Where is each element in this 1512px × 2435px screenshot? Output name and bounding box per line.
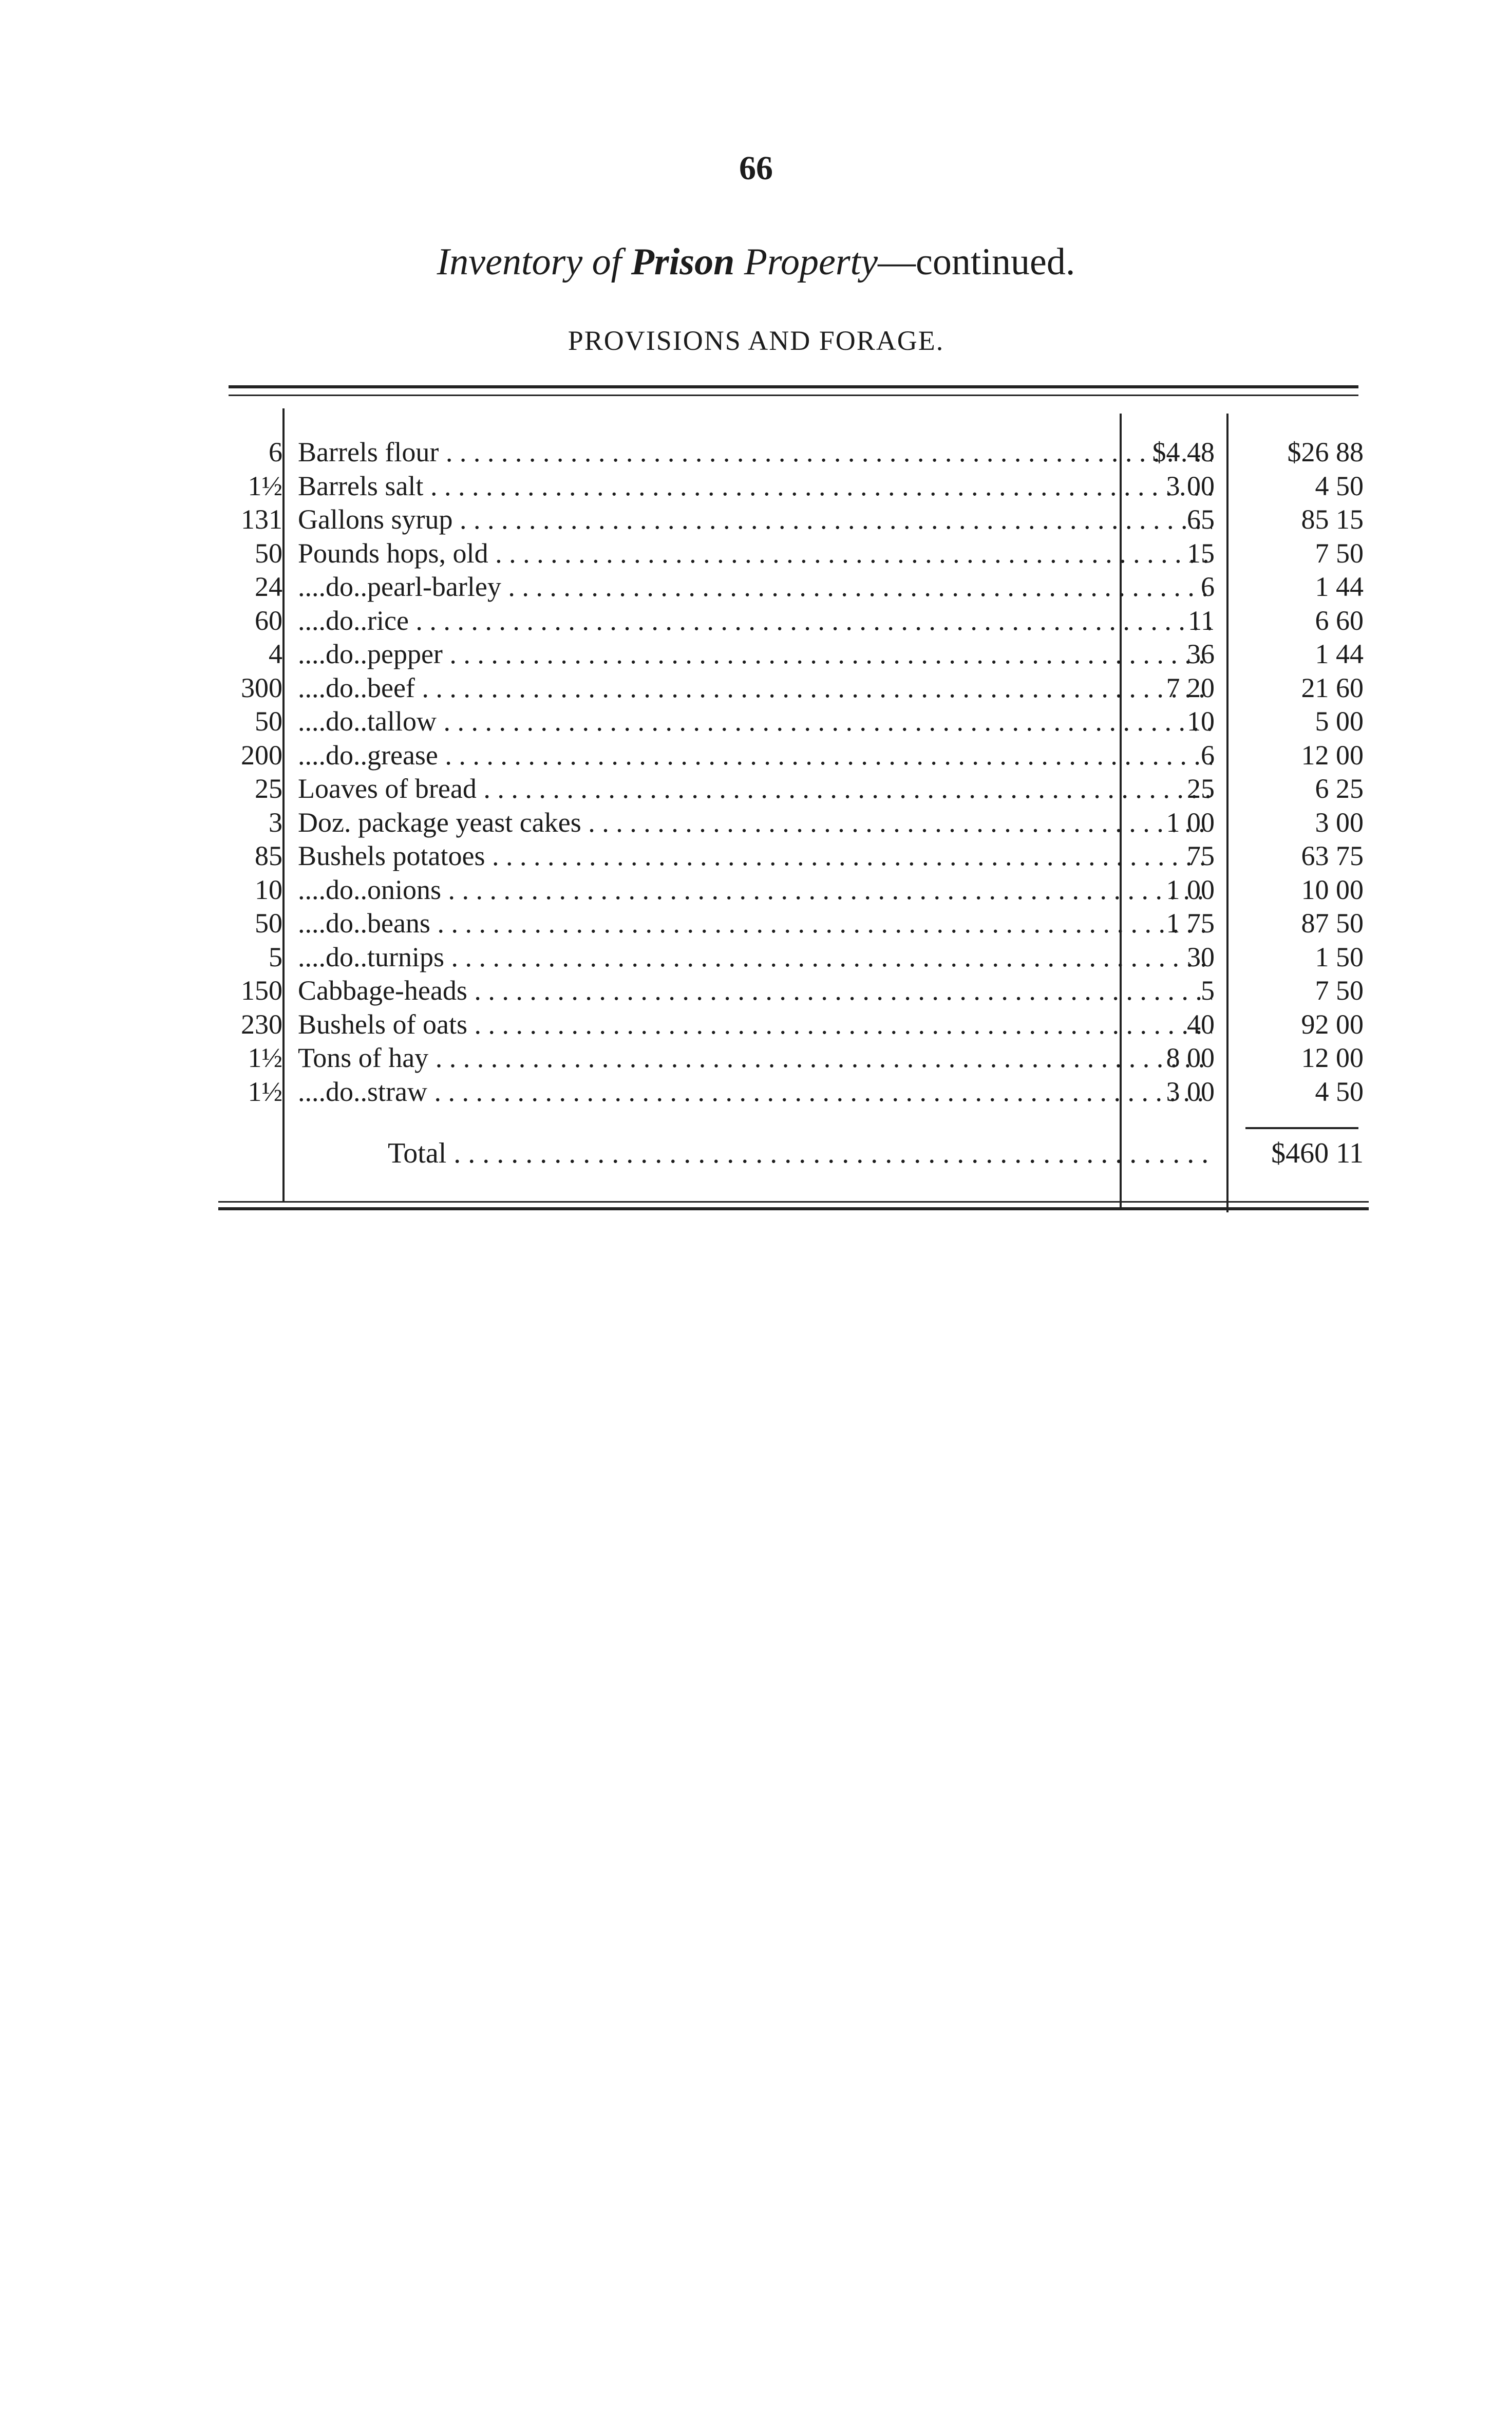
table-row	[203, 570, 1379, 604]
row-unit-price: 30	[1187, 941, 1215, 972]
row-quantity: 4	[269, 639, 282, 669]
row-unit-price: 3 00	[1166, 470, 1215, 501]
table-row	[203, 638, 1379, 671]
row-description: Barrels salt . . .	[298, 470, 1212, 503]
row-amount: 1 44	[1315, 639, 1364, 669]
row-amount: 1 50	[1315, 941, 1364, 972]
table-row	[203, 974, 1379, 1008]
row-description: Doz. package yeast cakes . . .	[298, 806, 1212, 840]
row-quantity: 200	[241, 739, 282, 771]
row-quantity: 60	[255, 605, 282, 636]
row-description: ....do..straw . . .	[298, 1075, 1212, 1109]
row-unit-price: 1 00	[1166, 874, 1215, 905]
row-quantity: 230	[241, 1008, 282, 1040]
row-description: Barrels flour . . .	[298, 436, 1212, 470]
row-amount: 7 50	[1315, 537, 1364, 569]
table-row	[203, 772, 1379, 806]
row-unit-price: $4 48	[1152, 437, 1215, 467]
row-unit-price: 10	[1187, 706, 1215, 737]
row-unit-price: 6	[1201, 739, 1215, 771]
section-subtitle: PROVISIONS AND FORAGE.	[568, 325, 944, 356]
row-amount: 4 50	[1315, 470, 1364, 501]
row-unit-price: 7 20	[1166, 672, 1215, 703]
page-number: 66	[739, 149, 773, 187]
row-quantity: 150	[241, 975, 282, 1006]
row-description: Loaves of bread . . .	[298, 772, 1212, 806]
row-unit-price: 1 75	[1166, 908, 1215, 939]
total-label: Total . . .	[388, 1135, 1209, 1171]
title-part-1: Inventory of	[437, 241, 631, 283]
row-unit-price: 6	[1201, 571, 1215, 602]
row-amount: 7 50	[1315, 975, 1364, 1006]
total-row	[203, 1135, 1379, 1171]
page-title	[0, 240, 1512, 284]
row-description: Cabbage-heads . . .	[298, 974, 1212, 1008]
title-part-3: Property	[734, 241, 878, 283]
title-part-4: —continued.	[878, 241, 1075, 283]
row-description: Pounds hops, old . . .	[298, 537, 1212, 571]
table-row	[203, 436, 1379, 470]
row-amount: $26 88	[1287, 437, 1364, 467]
row-description: ....do..pepper . . .	[298, 638, 1212, 671]
row-amount: 87 50	[1301, 908, 1364, 939]
row-description: ....do..turnips . . .	[298, 941, 1212, 975]
row-description: Bushels of oats . . .	[298, 1008, 1212, 1042]
row-amount: 1 44	[1315, 571, 1364, 602]
row-quantity: 10	[255, 874, 282, 905]
row-amount: 12 00	[1301, 1042, 1364, 1073]
row-quantity: 1½	[248, 470, 282, 501]
table-row	[203, 839, 1379, 873]
row-description: ....do..rice . . .	[298, 604, 1212, 638]
row-unit-price: 75	[1187, 840, 1215, 871]
row-unit-price: 25	[1187, 773, 1215, 804]
table-row	[203, 941, 1379, 975]
row-unit-price: 5	[1201, 975, 1215, 1006]
row-description: ....do..grease . . .	[298, 739, 1212, 773]
bottom-rule-thin	[218, 1201, 1369, 1203]
table-row	[203, 1075, 1379, 1109]
row-description: ....do..beef . . .	[298, 671, 1212, 705]
row-quantity: 1½	[248, 1042, 282, 1073]
row-quantity: 50	[255, 537, 282, 569]
row-description: Gallons syrup . . .	[298, 503, 1212, 537]
top-rule-thick	[229, 385, 1358, 388]
row-quantity: 131	[241, 504, 282, 535]
row-unit-price: 36	[1187, 639, 1215, 669]
row-description: ....do..beans . . .	[298, 907, 1212, 941]
row-unit-price: 40	[1187, 1008, 1215, 1040]
row-amount: 4 50	[1315, 1076, 1364, 1107]
total-underline	[1245, 1127, 1358, 1129]
row-unit-price: 1 00	[1166, 807, 1215, 838]
row-unit-price: 15	[1187, 537, 1215, 569]
table-row	[203, 1041, 1379, 1075]
row-amount: 3 00	[1315, 807, 1364, 838]
row-quantity: 5	[269, 941, 282, 972]
table-row	[203, 604, 1379, 638]
row-unit-price: 11	[1188, 605, 1215, 636]
row-amount: 6 60	[1315, 605, 1364, 636]
table-row	[203, 537, 1379, 571]
row-quantity: 25	[255, 773, 282, 804]
row-amount: 21 60	[1301, 672, 1364, 703]
row-amount: 5 00	[1315, 706, 1364, 737]
row-quantity: 50	[255, 908, 282, 939]
row-quantity: 1½	[248, 1076, 282, 1107]
row-description: ....do..pearl-barley . . .	[298, 570, 1212, 604]
table-row	[203, 806, 1379, 840]
row-quantity: 300	[241, 672, 282, 703]
row-amount: 12 00	[1301, 739, 1364, 771]
table-row	[203, 873, 1379, 907]
table-row	[203, 705, 1379, 739]
row-description: Bushels potatoes . . .	[298, 839, 1212, 873]
row-unit-price: 8 00	[1166, 1042, 1215, 1073]
row-quantity: 6	[269, 437, 282, 467]
row-amount: 6 25	[1315, 773, 1364, 804]
row-quantity: 50	[255, 706, 282, 737]
row-amount: 85 15	[1301, 504, 1364, 535]
row-amount: 63 75	[1301, 840, 1364, 871]
title-part-2: Prison	[631, 241, 735, 283]
row-description: ....do..onions . . .	[298, 873, 1212, 907]
row-unit-price: 3 00	[1166, 1076, 1215, 1107]
table-row	[203, 470, 1379, 503]
inventory-table	[203, 436, 1379, 1109]
table-row	[203, 671, 1379, 705]
row-quantity: 85	[255, 840, 282, 871]
row-amount: 92 00	[1301, 1008, 1364, 1040]
top-rule-thin	[229, 395, 1358, 396]
row-quantity: 24	[255, 571, 282, 602]
table-row	[203, 503, 1379, 537]
total-amount: $460 11	[1271, 1137, 1364, 1169]
table-row	[203, 907, 1379, 941]
row-quantity: 3	[269, 807, 282, 838]
table-row	[203, 1008, 1379, 1042]
bottom-rule-thick	[218, 1207, 1369, 1210]
row-unit-price: 65	[1187, 504, 1215, 535]
row-description: ....do..tallow . . .	[298, 705, 1212, 739]
row-amount: 10 00	[1301, 874, 1364, 905]
table-row	[203, 739, 1379, 773]
row-description: Tons of hay . . .	[298, 1041, 1212, 1075]
